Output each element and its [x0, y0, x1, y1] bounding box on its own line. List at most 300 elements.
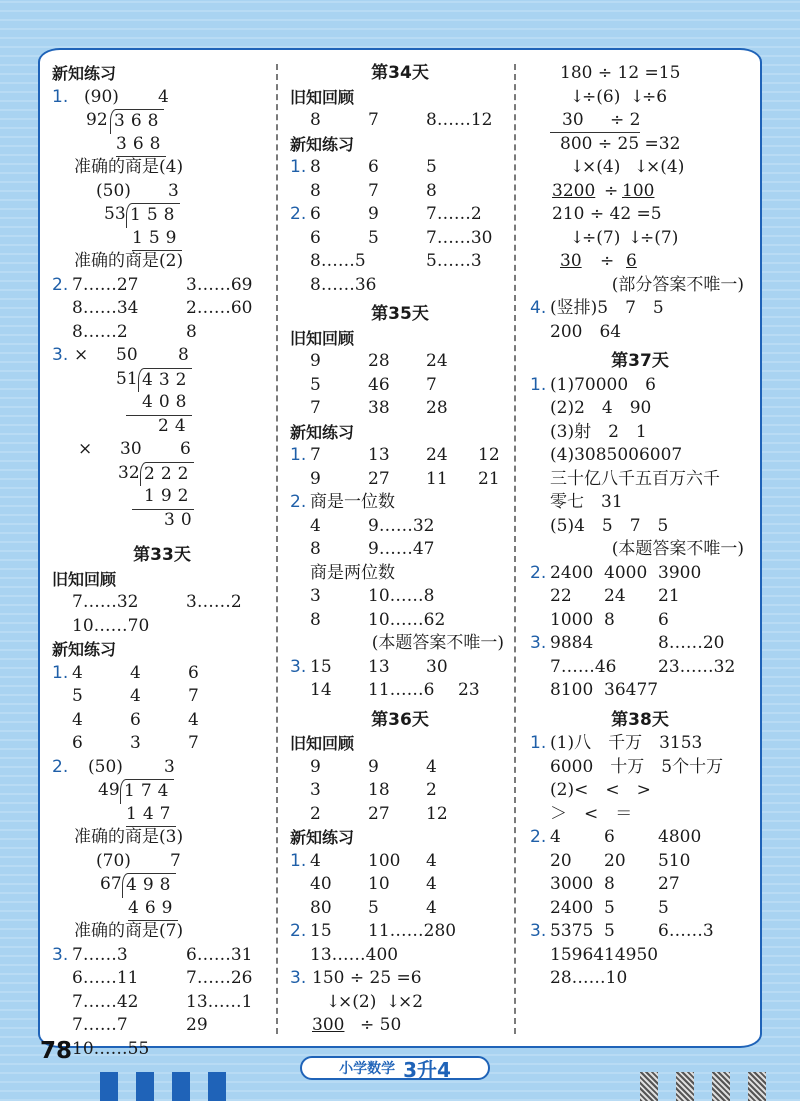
spacer	[52, 532, 272, 544]
division-quotient-line	[52, 756, 272, 780]
answer-cell: 1000	[550, 609, 594, 630]
answer-cell: 22	[550, 586, 572, 606]
answer-row	[290, 374, 510, 398]
equation-line	[290, 967, 510, 991]
answer-row	[290, 156, 510, 180]
answer-cell: 7……27	[72, 274, 139, 295]
answer-cell: 4	[72, 662, 83, 683]
answer-cell: 3	[130, 733, 141, 753]
equation-line	[530, 180, 750, 204]
answer-cell: 2	[310, 803, 321, 824]
answer-cell: 14950	[604, 944, 659, 965]
division-product-line	[52, 391, 272, 415]
answer-cell: 21	[478, 468, 500, 489]
estimated-quotient: (90)	[84, 86, 119, 107]
answer-cell: 3……2	[186, 592, 242, 612]
answer-cell: (竖排)5 7 5	[550, 298, 664, 318]
partial-product: 408	[126, 391, 192, 416]
division-dividend-line	[52, 462, 272, 486]
decorative-stripe	[712, 1072, 730, 1101]
answer-cell: (1)70000 6	[550, 374, 656, 395]
answer-cell: 零七 31	[550, 492, 623, 512]
answer-cell: 11……280	[368, 921, 457, 941]
estimated-quotient: (50)	[96, 180, 131, 201]
answer-cell: 10	[368, 874, 390, 894]
answer-cell: 2	[426, 780, 437, 800]
answer-row	[530, 515, 750, 539]
answer-cell: 8……36	[310, 274, 377, 295]
book-title-badge	[300, 1056, 490, 1080]
answer-row	[290, 897, 510, 921]
answer-cell: 5	[72, 686, 83, 706]
column-divider	[276, 64, 278, 1034]
answer-cell: 6……3	[658, 921, 714, 941]
answer-cell: 7	[310, 398, 321, 418]
answer-cell: 29	[186, 1015, 208, 1035]
question-number: 1.	[52, 662, 69, 683]
answer-cell: 6	[188, 662, 199, 683]
answer-cell: 15964	[550, 944, 605, 965]
question-number: 1.	[530, 733, 547, 753]
answer-cell: ＞ < ＝	[550, 803, 633, 824]
answer-row	[530, 850, 750, 874]
answer-cell: 8	[426, 180, 437, 201]
estimated-quotient: (70)	[96, 850, 131, 871]
wrong-mark: ×	[74, 345, 89, 365]
page-number: 78	[40, 1038, 73, 1064]
answer-row	[530, 562, 750, 586]
answer-cell: 13	[368, 656, 390, 677]
answer-cell: 8……12	[426, 110, 493, 130]
answer-row	[52, 1038, 272, 1062]
transform-line	[290, 991, 510, 1015]
question-number: 2.	[52, 274, 69, 295]
answer-cell: 40	[310, 874, 332, 894]
accurate-quotient-answer: 准确的商是(4)	[74, 157, 184, 177]
answer-cell: 13……1	[186, 991, 253, 1012]
answer-row	[530, 397, 750, 421]
transformed-value: 300	[312, 1015, 345, 1035]
estimated-quotient: (50)	[88, 756, 123, 777]
answer-row	[530, 656, 750, 680]
answer-cell: 10……62	[368, 609, 446, 630]
answer-cell: 7……32	[72, 592, 139, 612]
transformed-value: 30	[560, 251, 582, 271]
down-arrow-icon: ↓	[628, 227, 643, 248]
answer-column-1	[52, 62, 272, 1061]
answer-cell: 5	[426, 157, 437, 177]
answer-cell: 8	[310, 110, 321, 130]
transformed-value: 3200	[552, 180, 596, 201]
quotient-digit: 3	[168, 180, 179, 201]
division-product-line	[52, 485, 272, 509]
divisor: 51	[116, 368, 138, 389]
answer-cell: 4	[426, 874, 437, 894]
dividend: 222	[140, 462, 194, 487]
answer-cell: 5	[604, 897, 615, 918]
answer-row	[290, 491, 510, 515]
answer-cell: 28	[368, 351, 390, 371]
estimated-quotient: 30	[120, 439, 142, 459]
section-heading: 旧知回顾	[290, 328, 355, 348]
question-number: 3.	[52, 944, 69, 965]
answer-cell: 8	[310, 539, 321, 559]
answer-cell: (2)< < >	[550, 780, 651, 800]
quotient-digit: 7	[170, 850, 181, 871]
division-dividend-line	[52, 203, 272, 227]
answer-cell: 36477	[604, 680, 659, 700]
section-heading: 旧知回顾	[52, 569, 117, 589]
answer-cell: 6……31	[186, 944, 253, 965]
answer-cell: 4	[310, 850, 321, 871]
answer-row	[52, 297, 272, 321]
answer-cell: 12	[426, 803, 448, 824]
division-quotient-line	[52, 344, 272, 368]
accurate-quotient-answer: 准确的商是(3)	[74, 827, 184, 847]
transformed-value: 30	[562, 110, 584, 130]
grade-label: 3升4	[403, 1057, 451, 1082]
answer-cell: 10……70	[72, 615, 150, 636]
decorative-stripe	[676, 1072, 694, 1101]
answer-row	[52, 321, 272, 345]
question-number: 1.	[530, 374, 547, 395]
answer-cell: 5……3	[426, 251, 482, 271]
division-dividend-line	[52, 779, 272, 803]
answer-cell: 10……8	[368, 586, 435, 606]
estimated-quotient: 50	[116, 345, 138, 365]
subject-label: 小学数学	[339, 1061, 396, 1077]
answer-row	[530, 421, 750, 445]
answer-row	[290, 656, 510, 680]
answer-cell: (4)3085006007	[550, 445, 683, 465]
partial-product: 159	[132, 227, 182, 252]
answer-cell: 5	[658, 897, 669, 918]
answer-row	[290, 227, 510, 251]
equation-line	[530, 133, 750, 157]
answer-cell: 9	[368, 756, 379, 777]
quotient-digit: 8	[178, 345, 189, 365]
answer-cell: 9……32	[368, 515, 435, 536]
down-arrow-icon: ↓	[634, 157, 649, 177]
answer-cell: 6	[130, 709, 141, 730]
answer-row	[52, 662, 272, 686]
quotient-digit: 4	[158, 86, 169, 107]
answer-row	[52, 274, 272, 298]
question-number: 2.	[52, 756, 69, 777]
answer-row	[290, 679, 510, 703]
decorative-stripe	[100, 1072, 118, 1101]
transform-operation: ÷(7)	[640, 227, 679, 248]
answer-cell: 200 64	[550, 321, 622, 342]
division-dividend-line	[52, 109, 272, 133]
question-number: 3.	[290, 656, 307, 677]
transformed-value: 100	[622, 180, 655, 201]
dividend: 368	[110, 109, 164, 134]
answer-cell: 11……6	[368, 680, 435, 700]
answer-row	[290, 397, 510, 421]
transform-operation: ÷6	[642, 86, 668, 107]
answer-cell: 7	[188, 686, 199, 706]
answer-cell: 9	[310, 351, 321, 371]
equation: 150 ÷ 25 =6	[312, 968, 422, 988]
answer-row	[530, 826, 750, 850]
down-arrow-icon: ↓	[386, 991, 401, 1012]
answer-cell: 27	[368, 468, 390, 489]
answer-cell: (1)八 千万 3153	[550, 733, 703, 753]
dividend: 498	[122, 873, 176, 898]
answer-cell: 4800	[658, 827, 702, 847]
answer-cell: 7	[368, 110, 379, 130]
answer-cell: 46	[368, 374, 390, 395]
answer-cell: 7……30	[426, 227, 493, 248]
division-quotient-line	[52, 850, 272, 874]
answer-note: (本题答案不唯一)	[611, 539, 744, 559]
answer-cell: 7	[426, 374, 437, 395]
answer-cell: 4	[426, 850, 437, 871]
answer-cell: 7……46	[550, 656, 617, 677]
answer-cell: 6	[604, 827, 615, 847]
answer-cell: 11	[426, 468, 448, 489]
answer-cell: 6	[368, 157, 379, 177]
transformed-value: ÷	[604, 180, 619, 201]
answer-row	[52, 591, 272, 615]
day-heading: 第38天	[611, 709, 669, 730]
answer-row	[290, 515, 510, 539]
answer-cell: 6	[658, 609, 669, 630]
answer-cell: 30	[426, 656, 448, 677]
remainder: 30	[164, 509, 198, 530]
answer-cell: 4	[426, 756, 437, 777]
answer-row	[290, 203, 510, 227]
question-number: 2.	[290, 492, 307, 512]
division-dividend-line	[52, 368, 272, 392]
equation-line	[530, 62, 750, 86]
divisor: 49	[98, 780, 120, 800]
down-arrow-icon: ↓	[570, 86, 585, 107]
transform-line	[530, 86, 750, 110]
answer-row	[530, 468, 750, 492]
decorative-stripe	[748, 1072, 766, 1101]
answer-cell: 7……3	[72, 944, 128, 965]
partial-product: 469	[128, 897, 178, 922]
division-product-line	[52, 227, 272, 251]
division-product-line	[52, 803, 272, 827]
question-number: 1.	[290, 157, 307, 177]
answer-cell: 13……400	[310, 944, 399, 965]
answer-cell: 8	[604, 609, 615, 630]
division-remainder-line	[52, 415, 272, 439]
transformed-value: 6	[626, 251, 637, 271]
down-arrow-icon: ↓	[630, 86, 645, 107]
answer-cell: 5	[368, 897, 379, 918]
section-heading: 旧知回顾	[290, 87, 355, 107]
answer-row	[530, 444, 750, 468]
equation: 800 ÷ 25 =32	[560, 133, 681, 154]
division-quotient-line	[52, 86, 272, 110]
answer-cell: 8	[186, 321, 197, 342]
equation-line	[550, 109, 640, 133]
answer-row	[530, 873, 750, 897]
answer-row	[530, 756, 750, 780]
answer-row	[530, 585, 750, 609]
answer-row	[290, 609, 510, 633]
answer-cell: 20	[550, 850, 572, 871]
question-number: 2.	[290, 204, 307, 224]
answer-cell: 8	[310, 180, 321, 201]
question-number: 2.	[530, 562, 547, 583]
down-arrow-icon: ↓	[570, 157, 585, 177]
answer-row	[530, 609, 750, 633]
answer-row	[530, 732, 750, 756]
division-quotient-line	[52, 180, 272, 204]
transformed-value: ÷	[600, 251, 615, 271]
answer-row	[530, 803, 750, 827]
answer-row	[290, 468, 510, 492]
section-heading: 新知练习	[52, 64, 117, 83]
answer-cell: 13	[368, 445, 390, 465]
answer-cell: 8	[604, 874, 615, 894]
answer-cell: 9884	[550, 633, 594, 653]
decorative-stripe	[172, 1072, 190, 1101]
section-heading: 新知练习	[290, 134, 355, 154]
section-heading: 新知练习	[52, 640, 117, 659]
answer-cell: 8	[310, 609, 321, 630]
decorative-stripe	[640, 1072, 658, 1101]
answer-row	[290, 538, 510, 562]
answer-row	[290, 803, 510, 827]
answer-row	[290, 180, 510, 204]
accurate-quotient-answer: 准确的商是(7)	[74, 921, 184, 941]
answer-cell: 38	[368, 398, 390, 418]
division-remainder-line	[52, 509, 272, 533]
answer-cell: 8100	[550, 680, 594, 700]
answer-cell: 6	[310, 204, 321, 224]
answer-row	[530, 491, 750, 515]
down-arrow-icon: ↓	[570, 227, 585, 248]
answer-cell: 6	[72, 733, 83, 753]
answer-cell: 7	[188, 733, 199, 753]
question-number: 3.	[52, 345, 69, 365]
transform-operation: ×(4)	[646, 157, 685, 177]
answer-cell: 24	[426, 445, 448, 465]
transform-operation: ÷(6)	[582, 86, 621, 107]
answer-cell: 7……2	[426, 204, 482, 224]
answer-cell: 80	[310, 897, 332, 918]
accurate-quotient-answer: 准确的商是(2)	[74, 251, 184, 271]
transform-operation: ÷(7)	[582, 227, 621, 248]
answer-cell: (5)4 5 7 5	[550, 515, 669, 536]
down-arrow-icon: ↓	[326, 991, 341, 1012]
decorative-stripe	[208, 1072, 226, 1101]
answer-cell: 4	[72, 709, 83, 730]
answer-cell: 24	[426, 351, 448, 371]
answer-cell: 2400	[550, 562, 594, 583]
answer-cell: (3)射 2 1	[550, 421, 647, 442]
transformed-value: ÷ 2	[610, 110, 641, 130]
dividend: 174	[120, 779, 174, 804]
answer-row	[290, 585, 510, 609]
answer-row	[52, 944, 272, 968]
answer-cell: 21	[658, 586, 680, 606]
section-heading: 新知练习	[290, 828, 355, 847]
answer-cell: 2……60	[186, 298, 253, 318]
answer-cell: 10……55	[72, 1038, 150, 1059]
answer-row	[530, 944, 750, 968]
answer-row	[52, 991, 272, 1015]
answer-cell: 6	[310, 227, 321, 248]
answer-cell: 7……7	[72, 1015, 128, 1035]
answer-cell: 15	[310, 921, 332, 941]
answer-cell: 4	[310, 515, 321, 536]
answer-row	[290, 756, 510, 780]
answer-cell: 3	[310, 780, 321, 800]
answer-cell: 8……20	[658, 633, 725, 653]
day-heading: 第35天	[371, 304, 429, 324]
day-heading: 第36天	[371, 709, 429, 730]
answer-row	[530, 321, 750, 345]
division-product-line	[52, 897, 272, 921]
answer-row	[530, 967, 750, 991]
answer-row	[290, 444, 510, 468]
answer-row	[530, 632, 750, 656]
answer-cell: 18	[368, 780, 390, 800]
answer-cell: 23	[458, 680, 480, 700]
equation-line	[530, 203, 750, 227]
answer-note: (部分答案不唯一)	[611, 274, 744, 295]
answer-cell: 3	[310, 586, 321, 606]
equation-line	[530, 250, 750, 274]
answer-row	[530, 679, 750, 703]
answer-cell: 4	[188, 709, 199, 730]
equation-line	[290, 1014, 510, 1038]
answer-row	[290, 274, 510, 298]
division-product-line	[52, 133, 272, 157]
answer-cell: 12	[478, 445, 500, 465]
equation: 210 ÷ 42 =5	[552, 204, 662, 224]
answer-row	[290, 850, 510, 874]
transform-line	[530, 227, 750, 251]
question-number: 2.	[290, 921, 307, 941]
column-divider	[514, 64, 516, 1034]
answer-row	[530, 897, 750, 921]
answer-row	[530, 920, 750, 944]
transform-line	[530, 156, 750, 180]
answer-cell: 24	[604, 586, 626, 606]
day-heading: 第33天	[133, 545, 191, 565]
partial-product: 147	[126, 803, 176, 828]
dividend: 432	[138, 368, 192, 393]
transformed-value: ÷ 50	[360, 1015, 402, 1035]
answer-cell: 5	[310, 374, 321, 395]
answer-row	[52, 732, 272, 756]
wrong-mark: ×	[78, 439, 93, 459]
answer-row	[290, 779, 510, 803]
answer-cell: 4	[130, 662, 141, 683]
answer-cell: 3……69	[186, 274, 253, 295]
question-number: 2.	[530, 827, 547, 847]
answer-cell: 5375	[550, 921, 594, 941]
answer-cell: (2)2 4 90	[550, 398, 652, 418]
answer-row	[52, 615, 272, 639]
question-number: 3.	[530, 633, 547, 653]
answer-cell: 8	[310, 157, 321, 177]
sub-heading: 商是两位数	[310, 562, 395, 583]
answer-cell: 4	[130, 686, 141, 706]
answer-cell: 4	[426, 897, 437, 918]
answer-cell: 8……34	[72, 298, 139, 318]
answer-row	[530, 297, 750, 321]
answer-cell: 3000	[550, 874, 594, 894]
